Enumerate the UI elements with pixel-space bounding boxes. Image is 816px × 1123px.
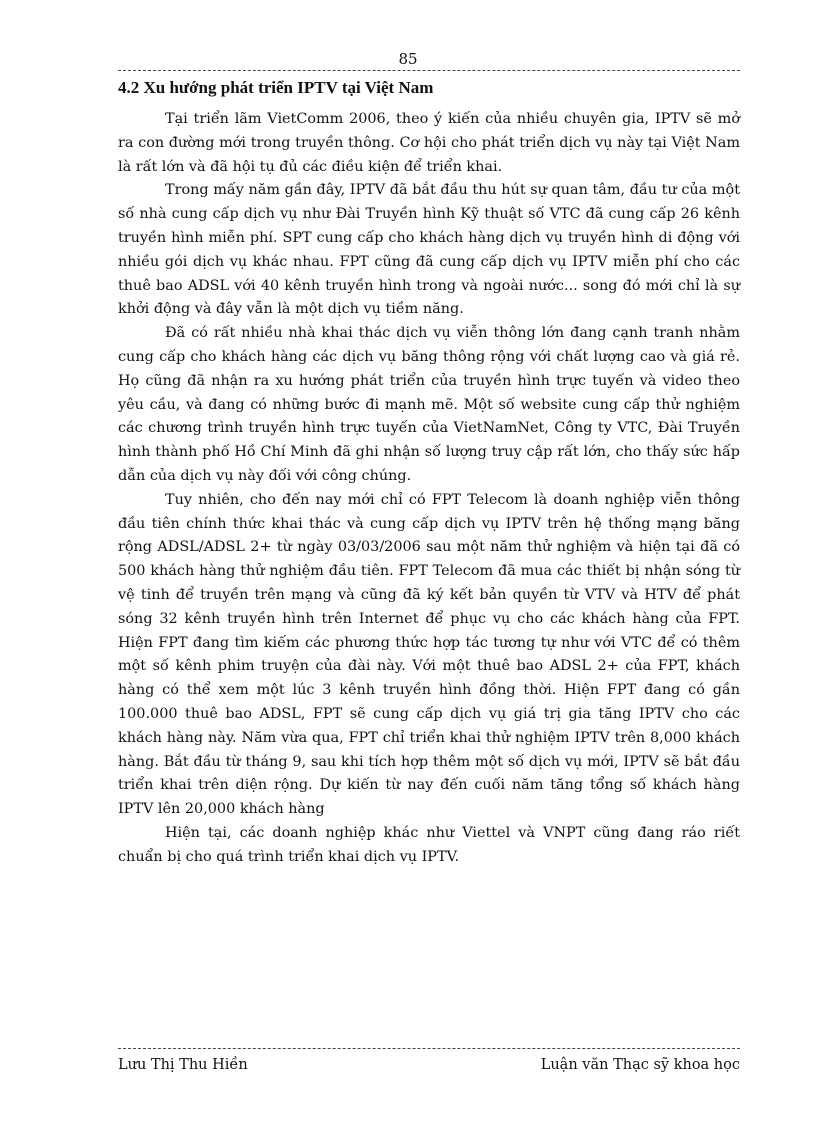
page-number: 85 xyxy=(398,50,418,68)
paragraph-2: Trong mấy năm gần đây, IPTV đã bắt đầu thu hút sự quan tâm, đầu tư của một số nhà cung cấp dịch vụ như Đài Truyền hình Kỹ thuật số VTC đã cung cấp 26 kênh truyền hình miễn phí. SPT cung cấp cho khách hàng dịch vụ truyền hình di động với nhiều gói dịch vụ khác nhau. FPT cũng đã cung cấp dịch vụ IPTV miễn phí cho các thuê bao ADSL với 40 kênh truyền hình trong và ngoài nước... song đó mới chỉ là sự khởi động và đây vẫn là một dịch vụ tiềm năng. xyxy=(118,182,740,318)
footer-author: Lưu Thị Thu Hiền xyxy=(118,1057,248,1073)
footer-thesis-title: Luận văn Thạc sỹ khoa học xyxy=(540,1057,740,1073)
section-heading: 4.2 Xu hướng phát triển IPTV tại Việt Nam xyxy=(118,78,434,97)
footer-divider xyxy=(118,1048,740,1049)
paragraph-4: Tuy nhiên, cho đến nay mới chỉ có FPT Telecom là doanh nghiệp viễn thông đầu tiên chính thức khai thác và cung cấp dịch vụ IPTV trên hệ thống mạng băng rộng ADSL/ADSL 2+ từ ngày 03/03/2006 sau một năm thử nghiệm và hiện tại đã có 500 khách hàng thử nghiệm đầu tiên. FPT Telecom đã mua các thiết bị nhận sóng từ vệ tinh để truyền trên mạng và cũng đã ký kết bản quyền từ VTV và HTV để phát sóng 32 kênh truyền hình trên Internet để phục vụ cho các khách hàng của FPT. Hiện FPT đang tìm kiếm các phương thức hợp tác tương tự như với VTC để có thêm một số kênh phim truyện của đài này. Với một thuê bao ADSL 2+ của FPT, khách hàng có thể xem một lúc 3 kênh truyền hình đồng thời. Hiện FPT đang có gần 100.000 thuê bao ADSL, FPT sẽ cung cấp dịch vụ giá trị gia tăng IPTV cho các khách hàng này. Năm vừa qua, FPT chỉ triển khai thử nghiệm IPTV trên 8,000 khách hàng. Bắt đầu từ tháng 9, sau khi tích hợp thêm một số dịch vụ mới, IPTV sẽ bắt đầu triển khai trên diện rộng. Dự kiến từ nay đến cuối năm tăng tổng số khách hàng IPTV lên 20,000 khách hàng xyxy=(118,491,740,818)
header-divider xyxy=(118,70,740,71)
paragraph-5: Hiện tại, các doanh nghiệp khác như Viettel và VNPT cũng đang ráo riết chuẩn bị cho quá trình triển khai dịch vụ IPTV. xyxy=(118,824,740,865)
body-text xyxy=(118,108,740,870)
paragraph-3: Đã có rất nhiều nhà khai thác dịch vụ viễn thông lớn đang cạnh tranh nhằm cung cấp cho khách hàng các dịch vụ băng thông rộng với chất lượng cao và giá rẻ. Họ cũng đã nhận ra xu hướng phát triển của truyền hình trực tuyến và video theo yêu cầu, và đang có những bước đi mạnh mẽ. Một số website cung cấp thử nghiệm các chương trình truyền hình trực tuyến của VietNamNet, Công ty VTC, Đài Truyền hình thành phố Hồ Chí Minh đã ghi nhận số lượng truy cập rất lớn, cho thấy sức hấp dẫn của dịch vụ này đối với công chúng. xyxy=(118,325,740,484)
paragraph-1: Tại triển lãm VietComm 2006, theo ý kiến của nhiều chuyên gia, IPTV sẽ mở ra con đường mới trong truyền thông. Cơ hội cho phát triển dịch vụ này tại Việt Nam là rất lớn và đã hội tụ đủ các điều kiện để triển khai. xyxy=(118,111,740,175)
